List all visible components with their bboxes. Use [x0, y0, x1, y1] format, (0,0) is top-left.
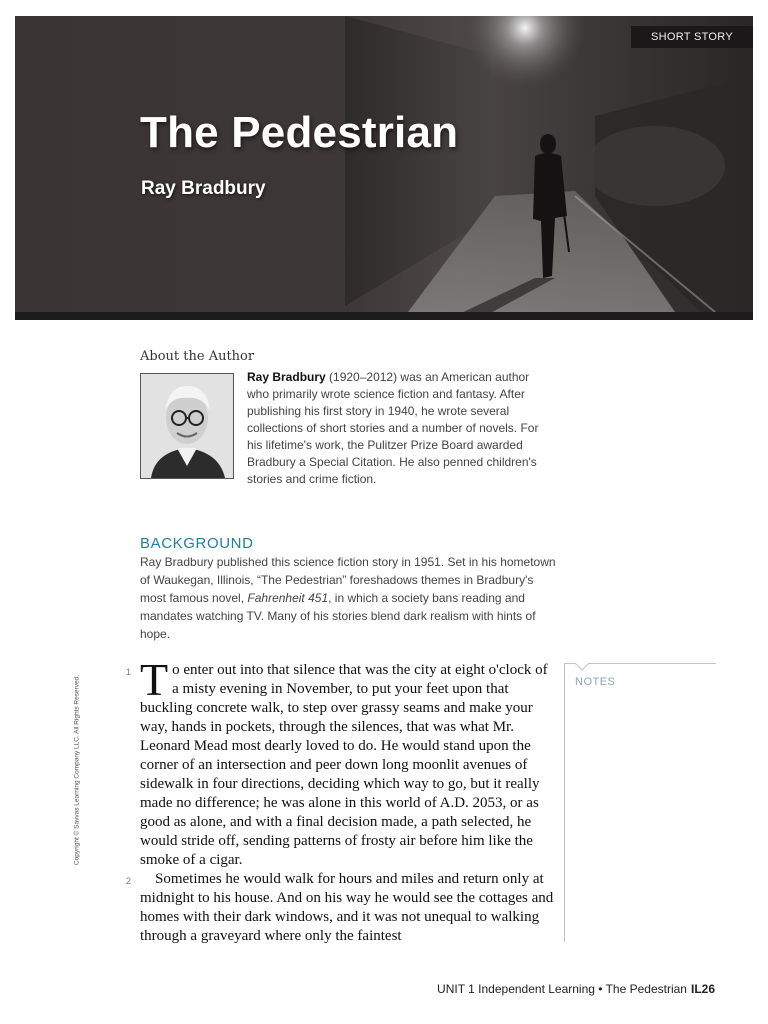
page-footer — [437, 982, 715, 996]
footer-text: UNIT 1 Independent Learning • The Pedestrian — [437, 982, 687, 996]
background-heading: BACKGROUND — [140, 535, 254, 552]
author-name: Ray Bradbury — [247, 370, 326, 384]
copyright-notice: Copyright © Savvas Learning Company LLC. All Rights Reserved. — [73, 674, 81, 866]
paragraph-number-1: 1 — [126, 667, 132, 677]
hero-banner — [15, 16, 753, 320]
short-story-badge: SHORT STORY — [631, 26, 753, 48]
drop-cap: T — [140, 654, 169, 705]
notes-label: NOTES — [575, 676, 616, 688]
notes-notch-icon — [575, 663, 589, 671]
banner-bottom-strip — [15, 312, 753, 320]
story-paragraph-2: Sometimes he would walk for hours and miles and return only at midnight to his house. And on his way he would see the cottages and homes with their dark windows, and it was not unequal to walking through a graveyard where only the faintest — [140, 871, 554, 944]
book-title: Fahrenheit 451 — [247, 591, 329, 605]
author-photo — [140, 373, 234, 479]
notes-box[interactable] — [564, 663, 716, 942]
page-number: IL26 — [690, 982, 715, 996]
background-text-after: , in which a society bans reading and mandates watching TV. Many of his stories blend dark realism with hints of hope. — [140, 591, 536, 641]
paragraph-1-text: o enter out into that silence that was the city at eight o'clock of a misty evening in November, to put your feet upon that buckling concrete walk, to step over grassy seams and make your way, hands in pockets, through the silences, that was what Mr. Leonard Mead most dearly loved to do. He would stand upon the corner of an intersection and peer down long moonlit avenues of sidewalk in four directions, deciding which way to go, but it really made no difference; he was alone in this world of A.D. 2053, or as good as alone, and with a final decision made, a path selected, he would stride off, sending patterns of frosty air before him like the smoke of a cigar. — [140, 662, 548, 868]
story-title: The Pedestrian — [140, 108, 459, 157]
night-street-photo — [15, 16, 753, 320]
about-author-heading: About the Author — [140, 349, 255, 364]
background-text-before: Ray Bradbury published this science fiction story in 1951. Set in his hometown of Waukegan, Illinois, “The Pedestrian” foreshadows themes in Bradbury's most famous novel, — [140, 555, 556, 605]
paragraph-number-2: 2 — [126, 876, 132, 886]
story-paragraph-1 — [140, 654, 558, 870]
background-text — [140, 553, 560, 643]
author-portrait-image — [141, 374, 233, 478]
about-author-text — [247, 369, 552, 488]
about-author-body: (1920–2012) was an American author who primarily wrote science fiction and fantasy. After publishing his first story in 1940, he wrote several collections of short stories and a number of novels. For his lifetime's work, the Pulitzer Prize Board awarded Bradbury a Special Citation. He also penned children's stories and crime fiction. — [247, 370, 539, 486]
story-author: Ray Bradbury — [141, 178, 266, 199]
